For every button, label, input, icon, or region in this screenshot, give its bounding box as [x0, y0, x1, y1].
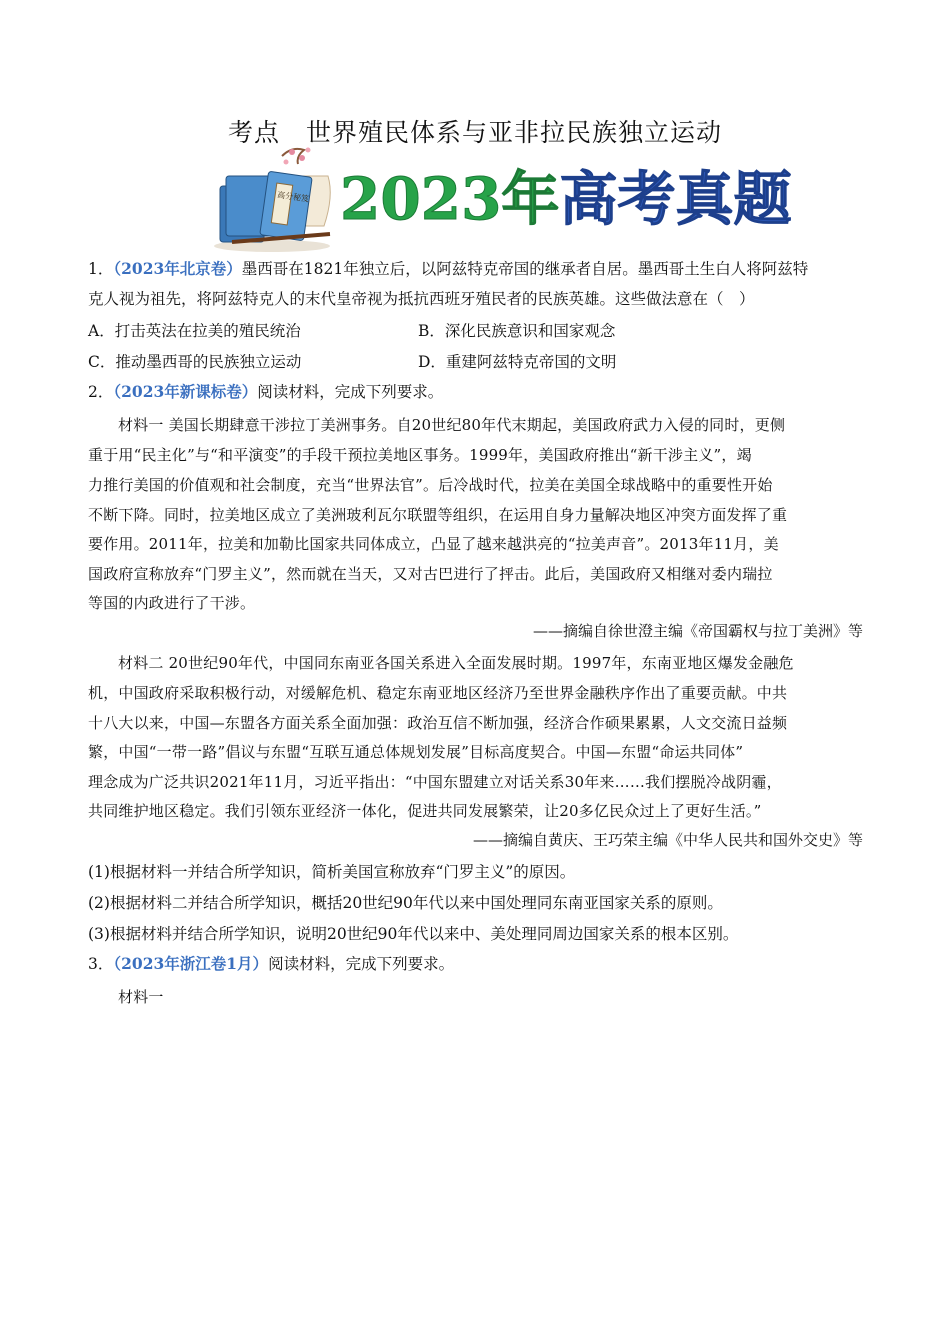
q2-intro: 阅读材料，完成下列要求。: [257, 383, 444, 401]
q2-material1-line: 材料一 美国长期肆意干涉拉丁美洲事务。自20世纪80年代末期起，美国政府武力入侵的同时，更侧: [118, 416, 786, 434]
q3-number: 3．: [88, 955, 114, 973]
q2-subquestion-2: (2)根据材料二并结合所学知识，概括20世纪90年代以来中国处理同东南亚国家关系的原则。: [88, 894, 723, 912]
q2-number: 2．: [88, 383, 114, 401]
q2-source-tag: （2023年新课标卷）: [113, 382, 258, 401]
q2-material2-line: 机，中国政府采取积极行动，对缓解危机、稳定东南亚地区经济乃至世界金融秩序作出了重要贡献。中共: [88, 684, 788, 702]
q2-material1-line: 国政府宣称放弃“门罗主义”，然而就在当天，又对古巴进行了抨击。此后，美国政府又相继对委内瑞拉: [88, 565, 773, 583]
q1-option-a: A．打击英法在拉美的殖民统治: [88, 322, 301, 340]
banner-word: 高考真题: [559, 165, 792, 233]
q1-stem-line1: [88, 259, 808, 279]
q2-material2-line: 繁，中国“一带一路”倡议与东盟“互联互通总体规划发展”目标高度契合。中国—东盟“命运共同体”: [88, 743, 744, 761]
q3-material1-label: 材料一: [118, 988, 164, 1006]
books-illustration: [212, 146, 342, 254]
q3-stem: [88, 954, 454, 974]
q2-material1-line: 等国的内政进行了干涉。: [88, 594, 256, 612]
q3-intro: 阅读材料，完成下列要求。: [268, 955, 455, 973]
q2-material2-line: 理念成为广泛共识2021年11月，习近平指出：“中国东盟建立对话关系30年来……我们摆脱冷战阴霾，: [88, 773, 782, 791]
banner-heading: [340, 164, 791, 234]
q2-stem: [88, 382, 443, 402]
q2-material1-source: ——摘编自徐世澄主编《帝国霸权与拉丁美洲》等: [532, 622, 863, 640]
q2-subquestion-3: (3)根据材料并结合所学知识，说明20世纪90年代以来中、美处理同周边国家关系的根本区别。: [88, 925, 739, 943]
q3-source-tag: （2023年浙江卷1月）: [113, 954, 269, 973]
q1-option-b: B．深化民族意识和国家观念: [418, 322, 616, 340]
q2-material1-line: 重于用“民主化”与“和平演变”的手段干预拉美地区事务。1999年，美国政府推出“新干涉主义”，竭: [88, 446, 752, 464]
q1-source-tag: （2023年北京卷）: [113, 259, 242, 278]
banner-year: 2023年: [340, 165, 560, 233]
q2-subquestion-1: (1)根据材料一并结合所学知识，简析美国宣称放弃“门罗主义”的原因。: [88, 863, 576, 881]
page-title: 考点 世界殖民体系与亚非拉民族独立运动: [227, 118, 722, 147]
q2-material2-line: 共同维护地区稳定。我们引领东亚经济一体化，促进共同发展繁荣，让20多亿民众过上了更好生活。”: [88, 802, 762, 820]
q2-material1-line: 要作用。2011年，拉美和加勒比国家共同体成立，凸显了越来越洪亮的“拉美声音”。2013年11月，美: [88, 535, 779, 553]
books-label: 高分秘笈: [276, 190, 310, 204]
q2-material1-line: 力推行美国的价值观和社会制度，充当“世界法官”。后冷战时代，拉美在美国全球战略中的重要性开始: [88, 476, 773, 494]
q2-material2-line: 材料二 20世纪90年代，中国同东南亚各国关系进入全面发展时期。1997年，东南亚地区爆发金融危: [118, 654, 794, 672]
q1-option-d: D．重建阿兹特克帝国的文明: [418, 353, 617, 371]
q2-material2-source: ——摘编自黄庆、王巧荣主编《中华人民共和国外交史》等: [472, 831, 863, 849]
q2-material1-line: 不断下降。同时，拉美地区成立了美洲玻利瓦尔联盟等组织，在运用自身力量解决地区冲突方面发挥了重: [88, 506, 788, 524]
exam-banner: [212, 146, 792, 254]
q1-option-c: C．推动墨西哥的民族独立运动: [88, 353, 302, 371]
q1-number: 1．: [88, 260, 114, 278]
q1-stem-line2: 克人视为祖先，将阿兹特克人的末代皇帝视为抵抗西班牙殖民者的民族英雄。这些做法意在（ ）: [88, 290, 755, 308]
q2-material2-line: 十八大以来，中国—东盟各方面关系全面加强：政治互信不断加强，经济合作硕果累累，人文交流日益频: [88, 714, 788, 732]
q1-stem-text1: 墨西哥在1821年独立后，以阿兹特克帝国的继承者自居。墨西哥土生白人将阿兹特: [241, 260, 809, 278]
